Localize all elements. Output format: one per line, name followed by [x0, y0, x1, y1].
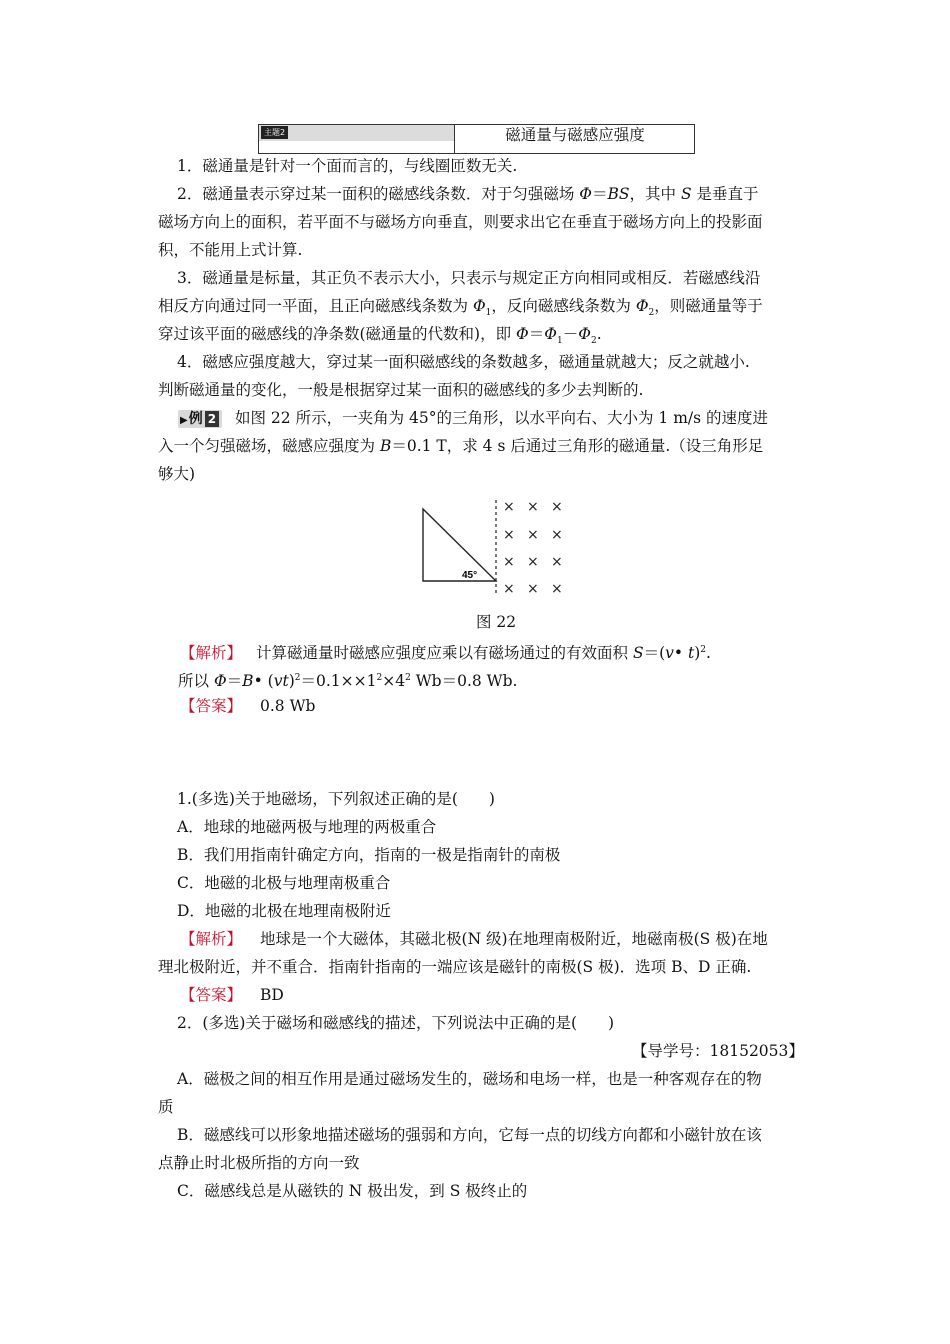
point-3-text-a: 相反方向通过同一平面，且正向磁感线条数为 — [158, 297, 473, 315]
q2-stem: 2．(多选)关于磁场和磁感线的描述，下列说法中正确的是( ) — [177, 1014, 615, 1032]
equals: ＝ — [592, 185, 608, 203]
q2-option-b-line-2: 点静止时北极所指的方向一致 — [158, 1154, 360, 1172]
v-symbol: v — [665, 644, 674, 663]
point-2-text-b: ，其中 — [629, 185, 681, 203]
q1-option-a: A．地球的地磁两极与地理的两极重合 — [177, 818, 437, 836]
subscript-1: 1 — [485, 308, 492, 319]
example-text-1: 如图 22 所示，一夹角为 45°的三角形，以水平向右、大小为 1 m/s 的速度进 — [235, 409, 768, 427]
field-cross: × — [551, 581, 563, 597]
analysis-text: 计算磁通量时磁感应强度应乘以有磁场通过的有效面积 — [256, 644, 633, 663]
angle-label: 45° — [462, 570, 478, 581]
example-badge-label: 例 — [188, 411, 203, 427]
point-3-text-d: 穿过该平面的磁感线的净条数(磁通量的代数和)，即 — [158, 325, 517, 343]
subscript-2: 2 — [648, 308, 655, 319]
superscript-2: 2 — [405, 673, 411, 683]
b-symbol: B — [242, 672, 254, 691]
q1-analysis-line-1 — [180, 929, 768, 949]
q1-stem: 1.(多选)关于地磁场，下列叙述正确的是( ) — [177, 790, 495, 808]
example-line-3: 够大) — [158, 465, 196, 483]
point-2-line-1 — [177, 184, 759, 204]
figure-caption: 图 22 — [476, 613, 517, 631]
field-cross: × — [527, 499, 539, 515]
topic-title: 磁通量与磁感应强度 — [505, 126, 645, 144]
field-cross: × — [503, 499, 515, 515]
analysis-text: . — [706, 644, 711, 663]
topic-tag-label: 主题2 — [261, 126, 288, 139]
answer-value: BD — [260, 986, 284, 1004]
bs-symbol: BS — [607, 185, 630, 203]
calc-text: ) — [288, 672, 295, 691]
field-cross: × — [527, 554, 539, 570]
point-1: 1．磁通量是针对一个面而言的，与线圈匝数无关. — [177, 157, 518, 175]
topic-header — [258, 124, 695, 154]
phi-symbol: Φ — [579, 185, 593, 203]
calc-text: ×4 — [382, 672, 406, 691]
field-cross-grid — [503, 499, 563, 597]
point-2-line-2: 磁场方向上的面积，若平面不与磁场方向垂直，则要求出它在垂直于磁场方向上的投影面 — [158, 213, 763, 231]
subscript-2: 2 — [590, 336, 597, 347]
triangle-shape — [423, 509, 496, 581]
superscript-2: 2 — [700, 645, 707, 655]
field-cross: × — [551, 499, 563, 515]
q2-option-a-line-1: A．磁极之间的相互作用是通过磁场发生的，磁场和电场一样，也是一种客观存在的物 — [177, 1070, 762, 1088]
q1-option-b: B．我们用指南针确定方向，指南的一极是指南针的南极 — [177, 846, 561, 864]
s-symbol: S — [680, 185, 692, 203]
triangle-marker-icon: ▶ — [180, 415, 188, 426]
analysis-text: ) — [694, 644, 701, 663]
vt-symbol: vt — [273, 672, 289, 691]
analysis-text: 地球是一个大磁体，其磁北极(N 级)在地理南极附近，地磁南极(S 极)在地 — [260, 930, 768, 948]
q2-guide-number: 【导学号：18152053】 — [632, 1042, 804, 1060]
analysis-label: 【解析】 — [180, 644, 243, 663]
point-3-line-2 — [158, 296, 763, 323]
calc-text: Wb＝0.8 Wb. — [410, 672, 518, 691]
field-cross: × — [527, 527, 539, 543]
point-3-text-b: ，反向磁感线条数为 — [491, 297, 636, 315]
example-line-1 — [178, 408, 768, 428]
analysis-label: 【解析】 — [180, 930, 243, 948]
phi-symbol: Φ — [578, 325, 591, 343]
minus: － — [562, 325, 579, 343]
q1-analysis-line-2: 理北极附近，并不重合．指南针指南的一端应该是磁针的南极(S 极)．选项 B、D 正确. — [158, 958, 752, 976]
b-symbol: B — [379, 437, 392, 455]
q1-option-d: D．地磁的北极在地理南极附近 — [177, 902, 391, 920]
answer-value: 0.8 Wb — [260, 697, 316, 715]
s-symbol: S — [632, 644, 644, 663]
q1-option-c: C．地磁的北极与地理南极重合 — [177, 874, 391, 892]
field-cross: × — [503, 527, 515, 543]
analysis-text: • — [673, 644, 688, 663]
solution-analysis — [180, 640, 711, 663]
equals: ＝ — [528, 325, 545, 343]
phi-symbol: Φ — [635, 297, 649, 315]
point-3-text-c: ，则磁通量等于 — [654, 297, 763, 315]
example-text-2b: ＝0.1 T，求 4 s 后通过三角形的磁通量.（设三角形足 — [391, 437, 764, 455]
example-line-2 — [158, 436, 763, 456]
example-number: 2 — [205, 411, 219, 427]
solution-answer — [180, 696, 315, 716]
point-3-line-1: 3．磁通量是标量，其正负不表示大小，只表示与规定正方向相同或相反．若磁感线沿 — [177, 269, 761, 287]
example-badge — [178, 410, 222, 428]
period: . — [596, 325, 602, 343]
field-cross: × — [503, 581, 515, 597]
phi-symbol: Φ — [544, 325, 557, 343]
phi-symbol: Φ — [516, 325, 529, 343]
answer-label: 【答案】 — [180, 697, 243, 715]
superscript-2: 2 — [294, 673, 301, 683]
point-2-text-a: 2．磁通量表示穿过某一面积的磁感线条数．对于匀强磁场 — [177, 185, 580, 203]
phi-symbol: Φ — [472, 297, 486, 315]
example-text-2a: 入一个匀强磁场，磁感应强度为 — [158, 437, 380, 455]
calc-text: 所以 — [178, 672, 214, 691]
superscript-2: 2 — [376, 673, 383, 683]
point-4-line-2: 判断磁通量的变化，一般是根据穿过某一面积的磁感线的多少去判断的. — [158, 381, 644, 399]
solution-calc — [178, 668, 517, 691]
topic-tag-bar — [259, 125, 454, 141]
field-cross: × — [503, 554, 515, 570]
point-3-line-3 — [158, 324, 602, 351]
analysis-text: ＝( — [643, 644, 666, 663]
answer-label: 【答案】 — [180, 986, 243, 1004]
point-2-text-c: 是垂直于 — [691, 185, 759, 203]
field-cross: × — [551, 554, 563, 570]
field-cross: × — [551, 527, 563, 543]
subscript-1: 1 — [556, 336, 563, 347]
point-4-line-1: 4．磁感应强度越大，穿过某一面积磁感线的条数越多，磁通量就越大；反之就越小. — [177, 353, 750, 371]
q2-option-a-line-2: 质 — [158, 1098, 174, 1116]
t-symbol: t — [687, 644, 695, 663]
q2-option-c: C．磁感线总是从磁铁的 N 极出发，到 S 极终止的 — [177, 1182, 528, 1200]
q2-option-b-line-1: B．磁感线可以形象地描述磁场的强弱和方向，它每一点的切线方向都和小磁针放在该 — [177, 1126, 762, 1144]
calc-text: ＝0.1××1 — [300, 672, 377, 691]
phi-symbol: Φ — [213, 672, 227, 691]
point-2-line-3: 积，不能用上式计算. — [158, 241, 303, 259]
calc-text: ＝ — [226, 672, 243, 691]
field-cross: × — [527, 581, 539, 597]
calc-text: • ( — [253, 672, 274, 691]
q1-answer — [180, 985, 284, 1005]
figure-22 — [400, 492, 580, 604]
